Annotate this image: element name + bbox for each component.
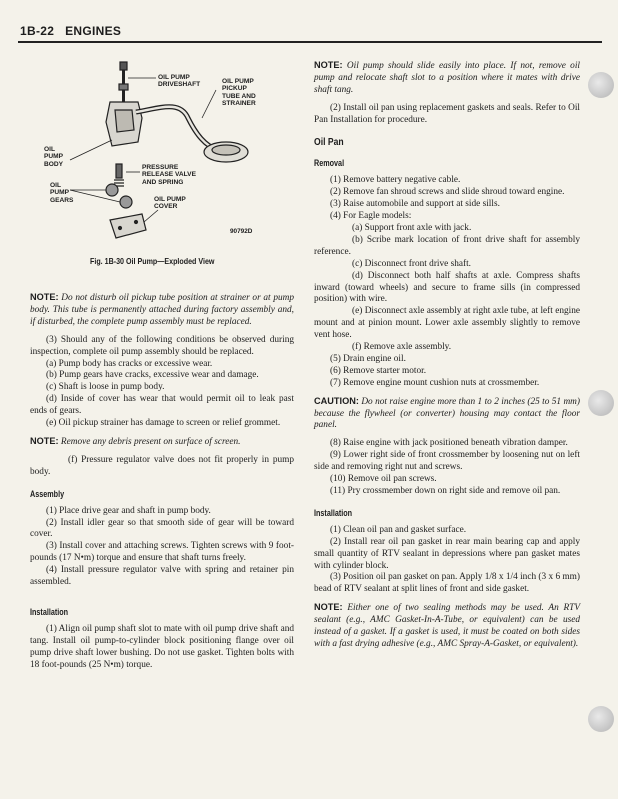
assembly-step-3: (3) Install cover and attaching screws. Tighten screws with 9 foot-pounds (17 N•m) torque and ensure that shaft turns freely.: [30, 541, 294, 564]
installation-heading-right: Installation: [314, 507, 353, 518]
page-number: 1B-22: [20, 24, 55, 38]
assembly-step-1: (1) Place drive gear and shaft in pump body.: [46, 505, 211, 516]
page-header: [20, 24, 121, 38]
para-3b: (b) Pump gears have cracks, excessive wear and damage.: [46, 370, 259, 381]
removal-step-4e: (e) Disconnect axle assembly at right axle tube, at left engine mount and at pinion mount. Lower axle assembly slightly to remove vent hose.: [314, 306, 580, 341]
label-pump-gears: OIL PUMP GEARS: [50, 182, 74, 204]
pan-installation-step-3: (3) Position oil pan gasket on pan. Apply 1/8 x 1/4 inch (3 x 6 mm) bead of RTV sealant at split lines of front and side gasket.: [314, 572, 580, 595]
installation-step-1: (1) Align oil pump shaft slot to mate with oil pump drive shaft and tang. Install oil pump-to-cylinder block positioning flange over oil pump drive shaft lower bushing. Do not use gasket. Tighten bolts with 18 foot-pounds (25 N•m) torque.: [30, 623, 294, 670]
removal-step-8: (8) Raise engine with jack positioned beneath vibration damper.: [330, 438, 568, 449]
oil-pump-figure: [30, 60, 294, 282]
removal-step-11: (11) Pry crossmember down on right side and remove oil pan.: [330, 486, 561, 496]
removal-step-4c: (c) Disconnect front drive shaft.: [352, 258, 472, 269]
oil-pan-heading: Oil Pan: [314, 135, 344, 148]
left-column: [30, 60, 294, 671]
label-pump-cover: OIL PUMP COVER: [154, 196, 186, 211]
label-pickup: OIL PUMP PICKUP TUBE AND STRAINER: [222, 78, 256, 108]
right-column: [314, 60, 580, 651]
caution-engine-raise: CAUTION: Do not raise engine more than 1 to 2 inches (25 to 51 mm) because the flywheel (or converter) housing may contact the floor panel.: [314, 395, 580, 431]
note-debris: NOTE: Remove any debris present on surface of screen.: [30, 435, 241, 447]
assembly-step-2: (2) Install idler gear so that smooth side of gear will be toward cover.: [30, 517, 294, 540]
removal-step-4b: (b) Scribe mark location of front drive shaft for assembly reference.: [314, 234, 580, 257]
removal-step-9: (9) Lower right side of front crossmember by loosening nut on left side and removing right nut and screws.: [314, 450, 580, 473]
para-3: (3) Should any of the following conditions be observed during inspection, complete oil pump assembly should be replaced.: [30, 334, 294, 357]
label-pressure-valve: PRESSURE RELEASE VALVE AND SPRING: [142, 164, 196, 186]
installation-step-2: (2) Install oil pan using replacement gaskets and seals. Refer to Oil Pan Installation for procedure.: [314, 102, 580, 125]
header-rule: [18, 41, 602, 43]
binder-hole: [588, 390, 614, 416]
note-sealing-methods: NOTE: Either one of two sealing methods may be used. An RTV sealant (e.g., AMC Gasket-In-A-Tube, or equivalent) can be used instead of a gasket. If a gasket is used, it must be coated on both sides with a fast drying adhesive (e.g., AMC Spray-A-Gasket, or equivalent).: [314, 602, 581, 649]
chapter-title: ENGINES: [65, 24, 122, 38]
para-3d: (d) Inside of cover has wear that would permit oil to leak past ends of gears.: [30, 394, 294, 417]
removal-step-2: (2) Remove fan shroud screws and slide shroud toward engine.: [330, 187, 565, 198]
binder-hole: [588, 706, 614, 732]
removal-step-7: (7) Remove engine mount cushion nuts at crossmember.: [330, 377, 540, 388]
assembly-heading: Assembly: [30, 488, 65, 499]
label-driveshaft: OIL PUMP DRIVESHAFT: [158, 74, 201, 89]
binder-hole: [588, 72, 614, 98]
pan-installation-step-2: (2) Install rear oil pan gasket in rear main bearing cap and apply small quantity of RTV sealant in depressions where pan gasket mates with cylinder block.: [314, 536, 580, 571]
para-3f: (f) Pressure regulator valve does not fit properly in pump body.: [30, 454, 294, 477]
removal-heading: Removal: [314, 158, 345, 169]
figure-code: 90792D: [230, 228, 253, 235]
removal-step-4f: (f) Remove axle assembly.: [352, 342, 452, 353]
figure-caption: Fig. 1B-30 Oil Pump—Exploded View: [90, 256, 215, 266]
removal-step-10: (10) Remove oil pan screws.: [330, 474, 437, 485]
removal-step-4d: (d) Disconnect both half shafts at axle. Compress shafts inward (toward wheels) and secure to frame sills (in compressed position) with wire.: [314, 270, 580, 305]
para-3c: (c) Shaft is loose in pump body.: [46, 382, 165, 393]
removal-step-1: (1) Remove battery negative cable.: [330, 175, 461, 186]
label-pump-body: OIL PUMP BODY: [44, 146, 64, 168]
pan-installation-step-1: (1) Clean oil pan and gasket surface.: [330, 524, 467, 535]
removal-step-4: (4) For Eagle models:: [330, 211, 412, 222]
installation-heading-left: Installation: [30, 606, 69, 617]
removal-step-5: (5) Drain engine oil.: [330, 353, 406, 364]
removal-step-4a: (a) Support front axle with jack.: [352, 222, 472, 233]
assembly-step-4: (4) Install pressure regulator valve with spring and retainer pin assembled.: [30, 565, 294, 588]
para-3e: (e) Oil pickup strainer has damage to screen or relief grommet.: [46, 418, 281, 429]
removal-step-3: (3) Raise automobile and support at side sills.: [330, 199, 500, 210]
note-oil-pump-slide: NOTE: Oil pump should slide easily into place. If not, remove oil pump and relocate shaft slot to a position where it mates with drive shaft tang.: [314, 60, 581, 95]
removal-step-6: (6) Remove starter motor.: [330, 365, 427, 376]
note-pickup-tube: NOTE: Do not disturb oil pickup tube position at strainer or at pump body. This tube is permanently attached during factory assembly and, if disturbed, the complete pump assembly must be replaced.: [30, 292, 294, 327]
para-3a: (a) Pump body has cracks or excessive wear.: [46, 358, 213, 369]
